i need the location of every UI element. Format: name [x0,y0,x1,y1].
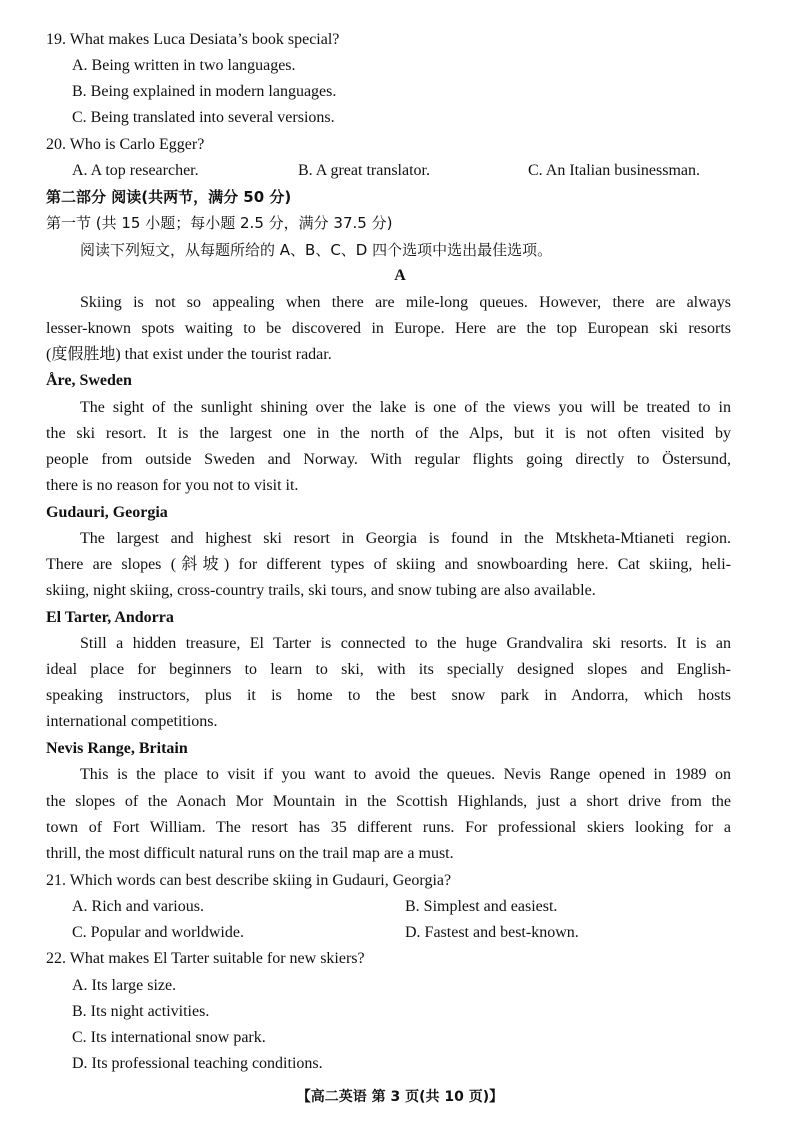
resort-name-nevis-range: Nevis Range, Britain [46,740,188,757]
resort-gudauri-line-3: skiing, night skiing, cross-country trails, ski tours, and snow tubing are also available. [46,582,596,599]
resort-are-line-3: people from outside Sweden and Norway. With regular flights going directly to Östersund, [46,451,731,468]
resort-name-are: Åre, Sweden [46,372,132,389]
resort-are-line-2: the ski resort. It is the largest one in the north of the Alps, but it is not often visited by [46,425,731,442]
q19-option-c: C. Being translated into several versions. [72,109,335,126]
resort-gudauri-line-2: There are slopes (斜坡) for different types of skiing and snowboarding here. Cat skiing, heli- [46,556,731,573]
q19-option-b: B. Being explained in modern languages. [72,83,337,100]
part-two-heading: 第二部分 阅读(共两节，满分 50 分) [46,188,292,206]
resort-nevis-line-1: This is the place to visit if you want to avoid the queues. Nevis Range opened in 1989 on [80,766,731,783]
q19-option-a: A. Being written in two languages. [72,57,296,74]
resort-nevis-line-3: town of Fort William. The resort has 35 different runs. For professional skiers looking for a [46,819,731,836]
resort-nevis-line-4: thrill, the most difficult natural runs on the trail map are a must. [46,845,454,862]
page-footer: 【高二英语 第 3 页(共 10 页)】 [296,1089,504,1105]
section-one-heading: 第一节 (共 15 小题；每小题 2.5 分，满分 37.5 分) [46,214,393,232]
q20-option-b: B. A great translator. [298,162,430,179]
q21-option-a: A. Rich and various. [72,898,204,915]
resort-nevis-line-2: the slopes of the Aonach Mor Mountain in the Scottish Highlands, just a short drive from the [46,793,731,810]
q21-option-c: C. Popular and worldwide. [72,924,244,941]
resort-gudauri-line-1: The largest and highest ski resort in Georgia is found in the Mtskheta-Mtianeti region. [80,530,731,547]
q22-option-d: D. Its professional teaching conditions. [72,1055,323,1072]
q22-option-b: B. Its night activities. [72,1003,210,1020]
resort-el-tarter-line-1: Still a hidden treasure, El Tarter is connected to the huge Grandvalira ski resorts. It is an [80,635,731,652]
resort-el-tarter-line-2: ideal place for beginners to learn to ski, with its specially designed slopes and English- [46,661,731,678]
resort-name-gudauri: Gudauri, Georgia [46,504,168,521]
q21-option-d: D. Fastest and best-known. [405,924,579,941]
resort-el-tarter-line-3: speaking instructors, plus it is home to the best snow park in Andorra, which hosts [46,687,731,704]
passage-title: A [394,267,406,284]
resort-are-line-4: there is no reason for you not to visit it. [46,477,299,494]
question-19: 19. What makes Luca Desiata’s book special? [46,31,340,48]
q20-option-a: A. A top researcher. [72,162,199,179]
q21-option-b: B. Simplest and easiest. [405,898,558,915]
resort-el-tarter-line-4: international competitions. [46,713,218,730]
resort-are-line-1: The sight of the sunlight shining over the lake is one of the views you will be treated to in [80,399,731,416]
intro-line-1: Skiing is not so appealing when there are mile-long queues. However, there are always [80,294,731,311]
q20-option-c: C. An Italian businessman. [528,162,700,179]
question-20: 20. Who is Carlo Egger? [46,136,205,153]
intro-line-2: lesser-known spots waiting to be discovered in Europe. Here are the top European ski resorts [46,320,731,337]
intro-line-3: (度假胜地) that exist under the tourist radar. [46,346,332,363]
resort-name-el-tarter: El Tarter, Andorra [46,609,174,626]
q22-option-a: A. Its large size. [72,977,177,994]
reading-instruction: 阅读下列短文，从每题所给的 A、B、C、D 四个选项中选出最佳选项。 [80,241,553,259]
q22-option-c: C. Its international snow park. [72,1029,266,1046]
question-21: 21. Which words can best describe skiing in Gudauri, Georgia? [46,872,452,889]
question-22: 22. What makes El Tarter suitable for new skiers? [46,950,365,967]
